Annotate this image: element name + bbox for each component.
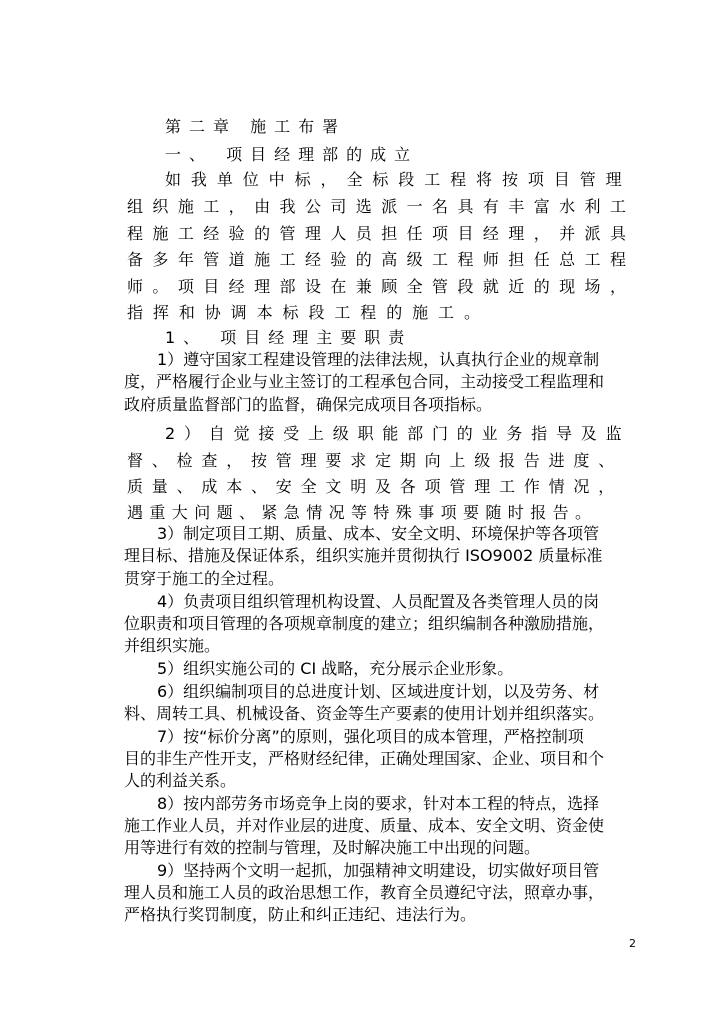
section-title: 一、 项目经理部的成立 — [165, 145, 419, 164]
intro-line-4: 备多年管道施工经验的高级工程师担任总工程 — [127, 250, 636, 269]
item2-line-4: 遇重大问题、紧急情况等特殊事项要随时报告。 — [127, 503, 598, 522]
item7-line-2: 目的非生产性开支，严格财经纪律，正确处理国家、企业、项目和个 — [124, 749, 605, 768]
item4-line-1: 4）负责项目组织管理机构设置、人员配置及各类管理人员的岗 — [157, 592, 600, 611]
item7-line-1: 7）按“标价分离”的原则，强化项目的成本管理，严格控制项 — [157, 727, 584, 746]
item5-line-1: 5）组织实施公司的 CI 战略，充分展示企业形象。 — [157, 659, 514, 678]
item2-line-1: 2）自觉接受上级职能部门的业务指导及监 — [165, 424, 631, 443]
intro-line-2: 组织施工，由我公司选派一名具有丰富水利工 — [127, 197, 636, 216]
item4-line-2: 位职责和项目管理的各项规章制度的建立；组织编制各种激励措施， — [124, 614, 605, 633]
item3-line-1: 3）制定项目工期、质量、成本、安全文明、环境保护等各项管 — [157, 524, 600, 543]
intro-line-5: 师。项目经理部设在兼顾全管段就近的现场， — [127, 277, 636, 296]
item4-line-3: 并组织实施。 — [124, 636, 221, 655]
item9-line-3: 严格执行奖罚制度，防止和纠正违纪、违法行为。 — [124, 905, 477, 924]
item2-line-3: 质量、成本、安全文明及各项管理工作情况， — [127, 477, 624, 496]
item3-line-3: 贯穿于施工的全过程。 — [124, 569, 285, 588]
item1-line-1: 1）遵守国家工程建设管理的法律法规，认真执行企业的规章制 — [157, 350, 600, 369]
item1-line-3: 政府质量监督部门的监督，确保完成项目各项指标。 — [124, 395, 493, 414]
item8-line-1: 8）按内部劳务市场竞争上岗的要求，针对本工程的特点，选择 — [157, 794, 600, 813]
item6-line-1: 6）组织编制项目的总进度计划、区域进度计划，以及劳务、材 — [157, 682, 600, 701]
item8-line-2: 施工作业人员，并对作业层的进度、质量、成本、安全文明、资金使 — [124, 816, 605, 835]
page-number: 2 — [629, 937, 636, 950]
item7-line-3: 人的利益关系。 — [124, 771, 237, 790]
item8-line-3: 用等进行有效的控制与管理，及时解决施工中出现的问题。 — [124, 838, 541, 857]
item3-line-2: 理目标、措施及保证体系，组织实施并贯彻执行 ISO9002 质量标准 — [124, 546, 603, 565]
subsection-title: 1、 项目经理主要职责 — [165, 328, 413, 347]
intro-line-1: 如我单位中标，全标段工程将按项目管理 — [165, 170, 632, 189]
item2-line-2: 督、检查，按管理要求定期向上级报告进度、 — [127, 451, 624, 470]
item1-line-2: 度，严格履行企业与业主签订的工程承包合同，主动接受工程监理和 — [124, 372, 605, 391]
chapter-title: 第二章 施工布署 — [165, 117, 347, 136]
item6-line-2: 料、周转工具、机械设备、资金等生产要素的使用计划并组织落实。 — [124, 704, 605, 723]
item9-line-2: 理人员和施工人员的政治思想工作，教育全员遵纪守法，照章办事， — [124, 883, 605, 902]
item9-line-1: 9）坚持两个文明一起抓，加强精神文明建设，切实做好项目管 — [157, 861, 600, 880]
intro-line-3: 程施工经验的管理人员担任项目经理，并派具 — [127, 224, 636, 243]
intro-line-6: 指挥和协调本标段工程的施工。 — [127, 303, 490, 322]
